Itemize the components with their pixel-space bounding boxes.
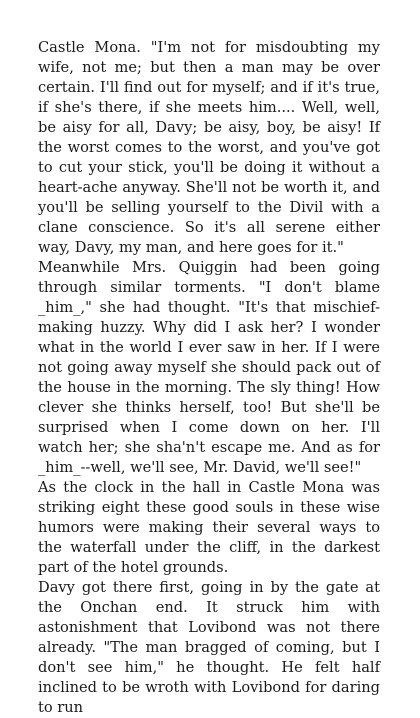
paragraph: Castle Mona. "I'm not for misdoubting my wife, not me; but then a man may be over certain. I'll find out for myself; and if it's true, if she's there, if she meets him.... Well, well, be aisy for all, Davy; be aisy, boy, be aisy! If the worst comes to the worst, and you've got to cut your stick, you'll be doing it without a heart-ache anyway. She'll not be worth it, and you'll be selling yourself to the Divil with a clane conscience. So it's all serene either way, Davy, my man, and here goes for it." [38, 39, 380, 256]
page-body [38, 38, 380, 718]
paragraph: As the clock in the hall in Castle Mona was striking eight these good souls in these wise humors were making their several ways to the waterfall under the cliff, in the darkest part of the hotel grounds. [38, 479, 380, 576]
paragraph: Meanwhile Mrs. Quiggin had been going through similar torments. "I don't blame _him_," she had thought. "It's that mischief-making huzzy. Why did I ask her? I wonder what in the world I ever saw in her. If I were not going away myself she should pack out of the house in the morning. The sly thing! How clever she thinks herself, too! But she'll be surprised when I come down on her. I'll watch her; she sha'n't escape me. And as for _him_--well, we'll see, Mr. David, we'll see!" [38, 259, 380, 476]
paragraph: Davy got there first, going in by the gate at the Onchan end. It struck him with astonishment that Lovibond was not there already. "The man bragged of coming, but I don't see him," he thought. He felt half inclined to be wroth with Lovibond for daring to run [38, 579, 380, 716]
